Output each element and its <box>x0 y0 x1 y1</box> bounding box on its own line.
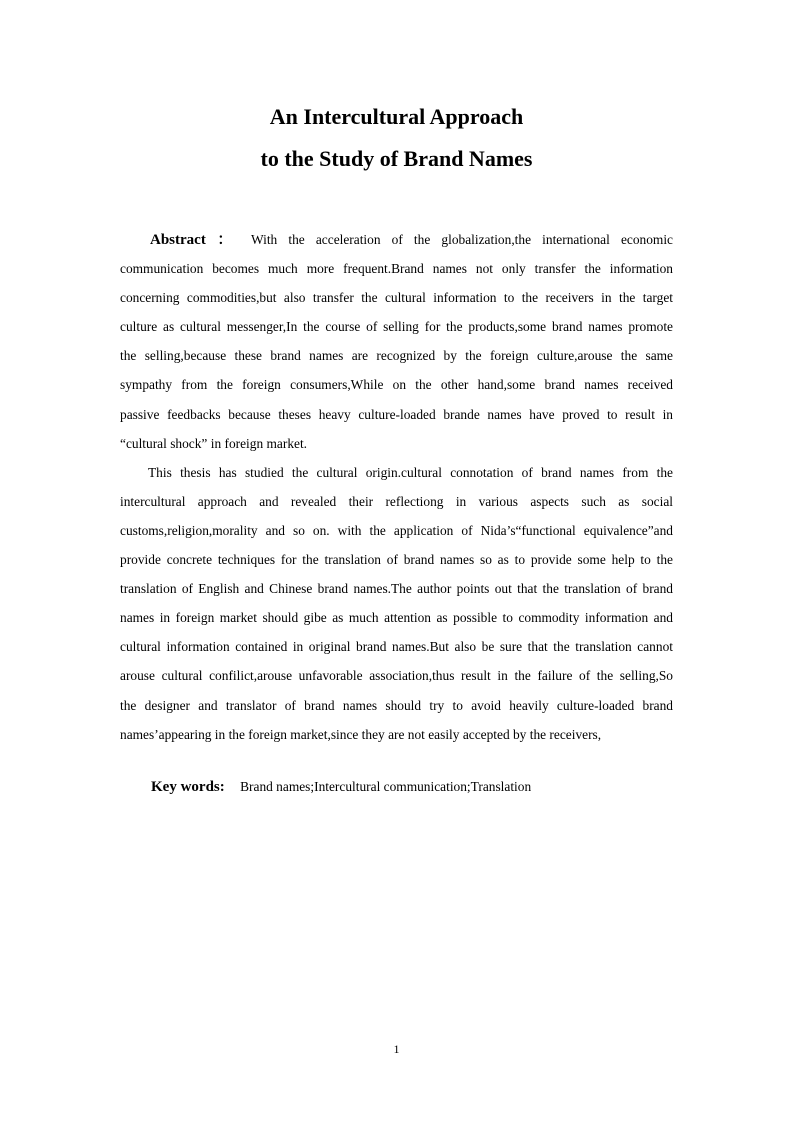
text-line <box>120 665 673 694</box>
text-line <box>120 607 673 636</box>
text-line <box>120 316 673 345</box>
abstract-paragraph-1 <box>120 229 673 462</box>
text-line-content: arouse cultural confilict,arouse unfavorable association,thus result in the failure of the selling,So <box>120 668 673 684</box>
text-line-content: sympathy from the foreign consumers,While on the other hand,some brand names received <box>120 377 673 393</box>
text-line-content: “cultural shock” in foreign market. <box>120 435 308 451</box>
keywords-value: Brand names;Intercultural communication;Translation <box>240 779 532 794</box>
text-line <box>120 578 673 607</box>
text-line <box>120 695 673 724</box>
text-line-content: communication becomes much more frequent.Brand names not only transfer the information <box>120 261 673 277</box>
text-line <box>120 433 673 462</box>
title-line-2: to the Study of Brand Names <box>260 146 533 171</box>
page-number: 1 <box>393 1042 400 1056</box>
abstract <box>120 229 673 753</box>
text-line-content: the designer and translator of brand names should try to avoid heavily culture-loaded brand <box>120 697 673 713</box>
text-line-content: customs,religion,morality and so on. with the application of Nida’s“functional equivalence”and <box>120 522 673 538</box>
title-line-1: An Intercultural Approach <box>269 104 524 129</box>
text-line <box>120 520 673 549</box>
text-line <box>120 258 673 287</box>
keywords <box>151 779 531 796</box>
text-line <box>120 549 673 578</box>
text-line <box>120 491 673 520</box>
keywords-label: Key words: <box>151 779 225 795</box>
text-line <box>120 404 673 433</box>
text-line <box>120 229 673 258</box>
text-line <box>120 636 673 665</box>
text-line <box>120 462 673 491</box>
text-line <box>120 287 673 316</box>
text-line <box>120 345 673 374</box>
text-line-content: passive feedbacks because theses heavy culture-loaded brande names have proved to result in <box>120 406 673 422</box>
text-line-content: names in foreign market should gibe as much attention as possible to commodity information and <box>120 610 673 626</box>
text-line-content: This thesis has studied the cultural origin.cultural connotation of brand names from the <box>148 464 673 480</box>
text-line <box>120 374 673 403</box>
text-line-content: provide concrete techniques for the translation of brand names so as to provide some help to the <box>120 552 673 568</box>
text-line <box>120 724 673 753</box>
abstract-paragraph-2 <box>120 462 673 753</box>
text-line-content: culture as cultural messenger,In the course of selling for the products,some brand names promote <box>120 319 673 335</box>
text-line-content: names’appearing in the foreign market,since they are not easily accepted by the receivers, <box>120 726 602 742</box>
text-line-content: With the acceleration of the globalization,the international economic <box>251 232 673 247</box>
abstract-label: Abstract ： <box>150 232 241 248</box>
text-line-content: translation of English and Chinese brand names.The author points out that the translation of brand <box>120 581 673 597</box>
text-line-content: concerning commodities,but also transfer the cultural information to the receivers in the target <box>120 290 673 306</box>
text-line-content: intercultural approach and revealed their reflectiong in various aspects such as social <box>120 493 673 509</box>
text-line-content: the selling,because these brand names are recognized by the foreign culture,arouse the same <box>120 348 673 364</box>
text-line-content: cultural information contained in original brand names.But also be sure that the translation cannot <box>120 639 673 655</box>
